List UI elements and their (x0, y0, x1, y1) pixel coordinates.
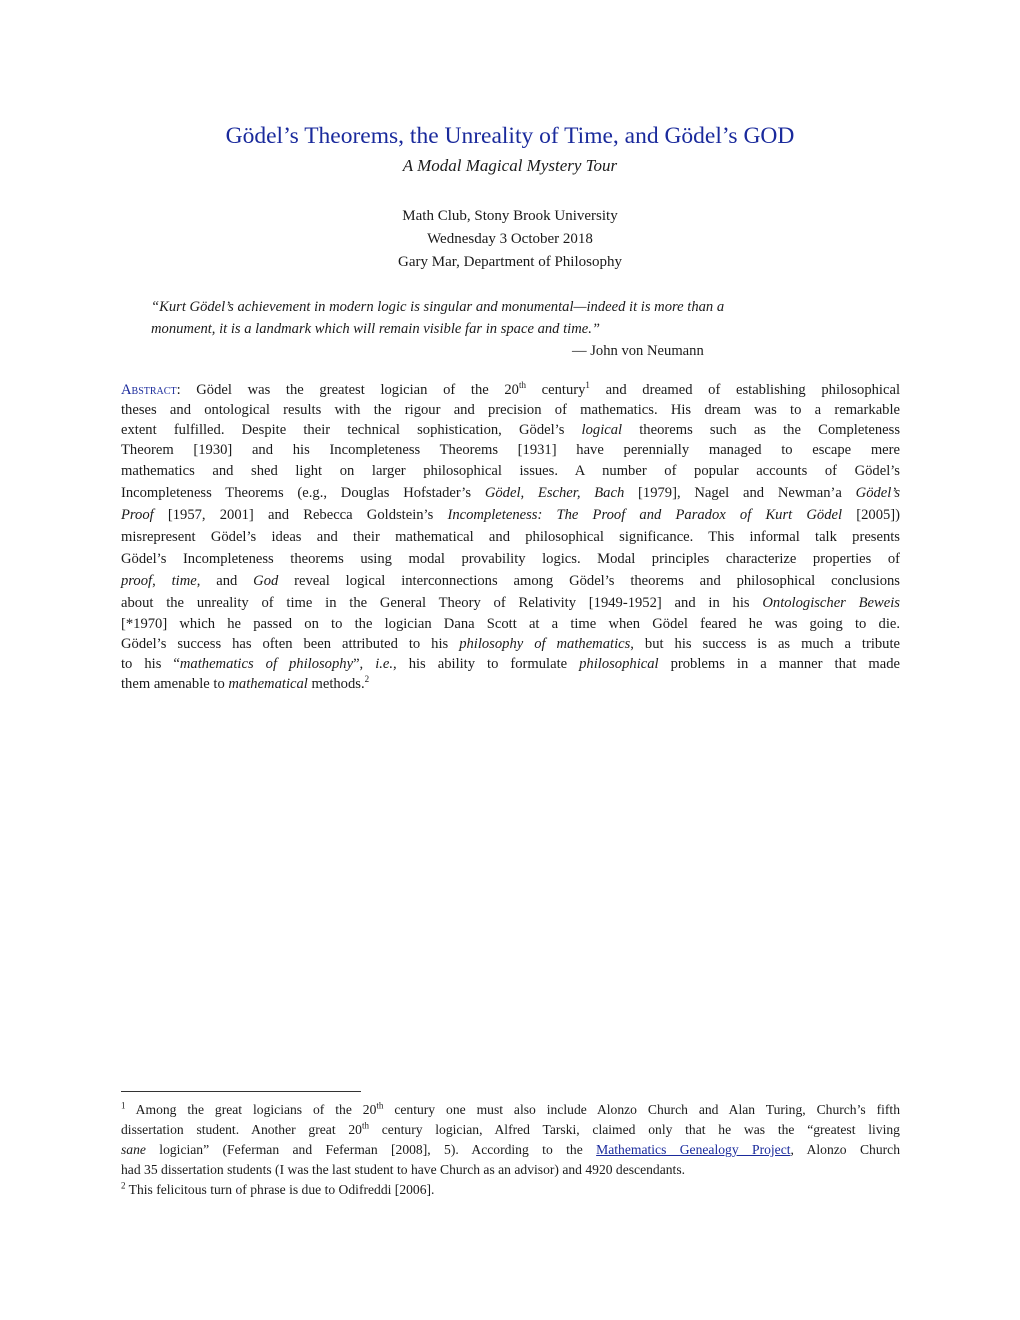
abstract-line: proof, time, and God reveal logical interconnections among Gödel’s theorems and philosophical conclusions (121, 573, 900, 589)
abstract-line: Gödel’s success has often been attributed to his philosophy of mathematics, but his success is as much a tribute (121, 636, 900, 652)
quote-line-2: monument, it is a landmark which will remain visible far in space and time.” (151, 321, 600, 337)
abstract-line: Theorem [1930] and his Incompleteness Theorems [1931] have perennially managed to escape mere (121, 442, 900, 458)
footnote-2: $^2$ This felicitous turn of phrase is due to Odifreddi [2006]. (121, 1180, 435, 1197)
abstract-line: extent fulfilled. Despite their technical sophistication, Gödel’s logical theorems such as the Completeness (121, 422, 900, 438)
abstract-line: Gödel’s Incompleteness theorems using modal provability logics. Modal principles characterize properties of (121, 551, 900, 567)
footnotes (121, 1100, 900, 1200)
abstract-line: them amenable to mathematical methods.$^2$ (121, 674, 370, 692)
date-line: Wednesday 3 October 2018 (427, 231, 593, 247)
abstract-line: to his “mathematics of philosophy”, i.e., his ability to formulate philosophical problems in a manner that made (121, 656, 901, 672)
speaker-line: Gary Mar, Department of Philosophy (398, 254, 622, 270)
talk-info (0, 205, 1020, 274)
event-line: Math Club, Stony Brook University (402, 208, 618, 224)
footnote-ref-2: 2 (364, 674, 370, 685)
epigraph-quote (151, 296, 891, 340)
quote-line-1: “Kurt Gödel’s achievement in modern logic is singular and monumental—indeed it is more than a (151, 299, 725, 315)
document-title: Gödel’s Theorems, the Unreality of Time, and Gödel’s GOD (225, 123, 795, 149)
abstract-paragraph (121, 380, 900, 694)
abstract-line: mathematics and shed light on larger philosophical issues. A number of popular accounts of Gödel’s (121, 463, 900, 479)
abstract-line: theses and ontological results with the rigour and precision of mathematics. His dream was to a remarkable (121, 402, 900, 418)
abstract-line: [*1970] which he passed on to the logician Dana Scott at a time when Gödel feared he was going to die. (121, 616, 900, 632)
footnote-separator (121, 1091, 361, 1092)
quote-attribution: — John von Neumann (572, 343, 704, 359)
footnote-1-line: dissertation student. Another great 20th century logician, Alfred Tarski, claimed only that he was the “greatest living (121, 1120, 900, 1137)
document-subtitle: A Modal Magical Mystery Tour (402, 156, 618, 175)
footnote-ref-1: 1 (585, 380, 590, 391)
abstract-line: about the unreality of time in the General Theory of Relativity [1949-1952] and in his Ontologischer Beweis (121, 595, 900, 611)
abstract-line: Abstract: Gödel was the greatest logician of the 20th century$^1$ and dreamed of establishing philosophical (121, 380, 900, 398)
abstract-line: Incompleteness Theorems (e.g., Douglas Hofstader’s Gödel, Escher, Bach [1979], Nagel and Newman’a Gödel’s (121, 485, 900, 501)
mathematics-genealogy-project-link[interactable]: Mathematics Genealogy Project (596, 1142, 791, 1157)
footnote-1-line: sane logician” (Feferman and Feferman [2008], 5). According to the Mathematics Genealogy Project, Alonzo Church (121, 1142, 900, 1157)
footnote-1-line: had 35 dissertation students (I was the last student to have Church as an advisor) and 4920 descendants. (121, 1162, 686, 1177)
abstract-line: Proof [1957, 2001] and Rebecca Goldstein’s Incompleteness: The Proof and Paradox of Kurt Gödel [2005]) (121, 507, 901, 523)
footnote-1-line: $^1$ Among the great logicians of the 20th century one must also include Alonzo Church and Alan Turing, Church’s fifth (121, 1100, 900, 1117)
abstract-line: misrepresent Gödel’s ideas and their mathematical and philosophical significance. This informal talk presents (121, 529, 900, 545)
abstract-label: Abstract (121, 382, 177, 398)
